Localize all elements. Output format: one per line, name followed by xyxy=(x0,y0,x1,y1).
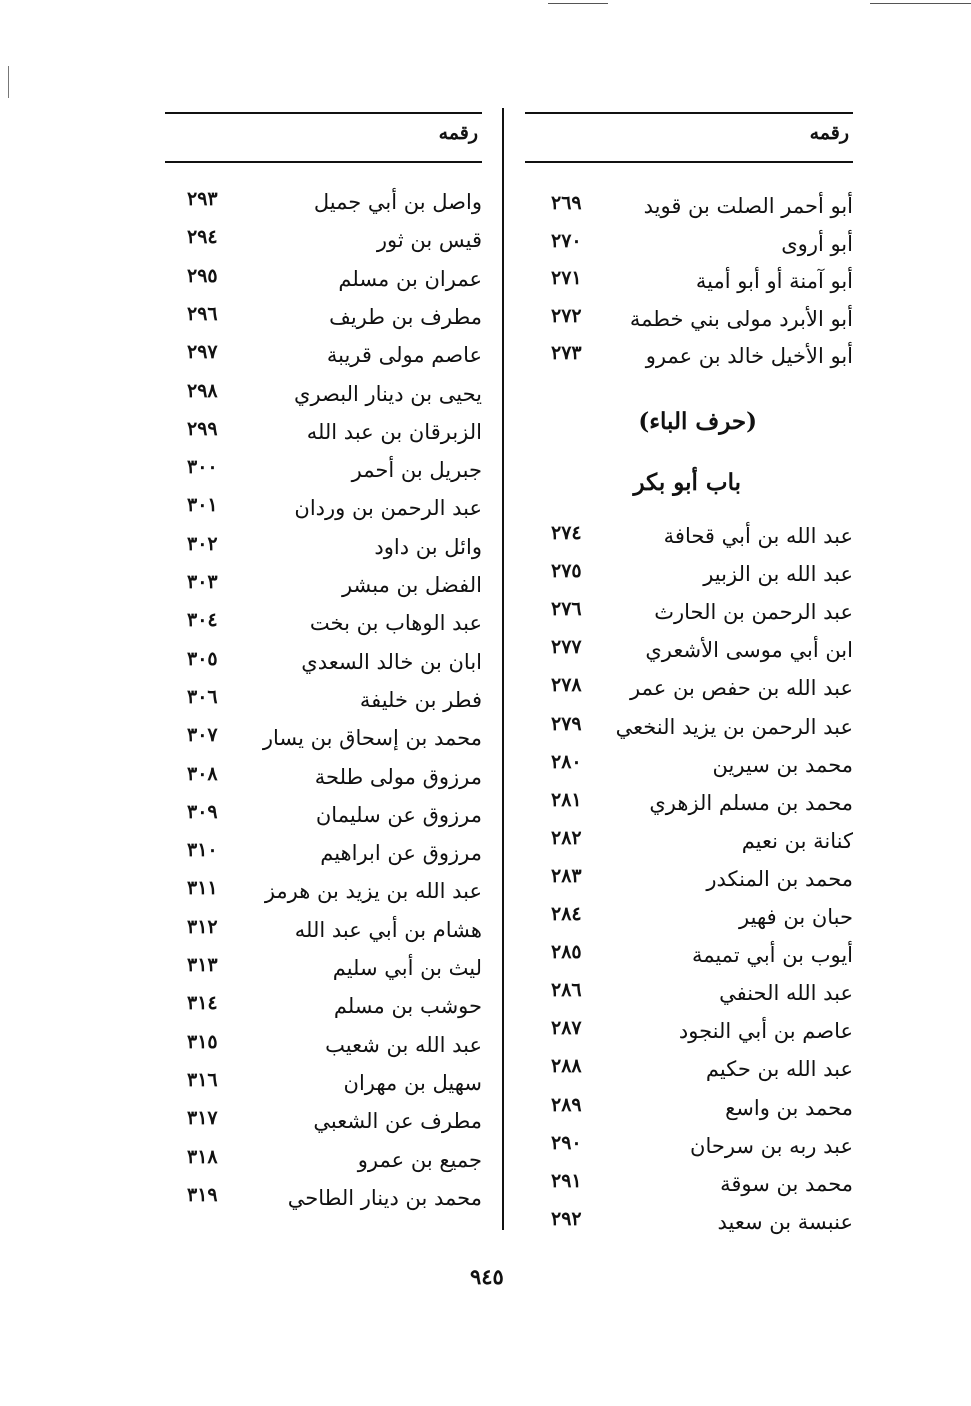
entry-number: ٣٠٠ xyxy=(187,456,218,479)
entry-name: ابن أبي موسى الأشعري xyxy=(645,638,853,663)
index-entry xyxy=(165,1180,482,1216)
entry-number: ٢٧٦ xyxy=(551,598,582,621)
entry-number: ٢٨٤ xyxy=(551,903,582,925)
entry-number: ٣١٣ xyxy=(187,954,218,976)
entry-name: عبد الرحمن بن يزيد النخعي xyxy=(615,714,853,739)
entry-number: ٢٩٦ xyxy=(187,302,218,325)
index-entry xyxy=(165,873,482,909)
index-entry xyxy=(165,950,482,986)
index-entry xyxy=(165,567,482,603)
entry-number: ٣٠٢ xyxy=(187,532,218,555)
entry-name: عبد الله بن أبي قحافة xyxy=(663,524,853,548)
entry-number: ٢٩٢ xyxy=(551,1207,582,1230)
entry-number: ٢٨٩ xyxy=(551,1093,582,1116)
index-entry xyxy=(165,912,482,948)
index-entry xyxy=(165,835,482,871)
index-entry xyxy=(165,1103,482,1139)
entry-number: ٢٩٩ xyxy=(187,417,218,440)
index-entry xyxy=(165,988,482,1024)
index-entry xyxy=(525,1090,853,1126)
entry-number: ٣٠٥ xyxy=(187,647,218,670)
entry-name: محمد بن المنكدر xyxy=(706,866,853,891)
entry-number: ٢٧٣ xyxy=(551,342,582,364)
index-entry xyxy=(165,222,482,258)
entry-name: عبد الله الحنفي xyxy=(719,981,853,1006)
index-entry xyxy=(525,1204,853,1240)
entry-name: كنانة بن نعيم xyxy=(741,828,853,853)
entry-number: ٢٧٤ xyxy=(551,522,582,544)
entry-name: محمد بن سوقة xyxy=(720,1171,853,1196)
index-entry xyxy=(165,797,482,833)
entry-name: محمد بن دينار الطاحي xyxy=(287,1185,482,1210)
entry-number: ٣٠٦ xyxy=(187,685,218,708)
entry-name: عبد الله بن شعيب xyxy=(325,1032,482,1057)
index-entry xyxy=(525,188,853,224)
index-entry xyxy=(525,975,853,1011)
entry-number: ٢٩٧ xyxy=(187,341,218,364)
index-entry xyxy=(165,682,482,718)
entry-number: ٣١٠ xyxy=(187,839,218,862)
index-entry xyxy=(525,226,853,262)
index-entry xyxy=(525,1051,853,1087)
entry-number: ٢٩٥ xyxy=(187,264,218,287)
entry-number: ٣١١ xyxy=(187,877,218,900)
entry-name: عبد الله بن حفص بن عمر xyxy=(630,676,853,701)
entry-number: ٢٨١ xyxy=(551,788,582,811)
entry-number: ٢٨٦ xyxy=(551,979,582,1002)
entry-name: جميع بن عمرو xyxy=(357,1147,482,1172)
entry-number: ٢٧٨ xyxy=(551,674,582,697)
entry-name: محمد بن مسلم الزهري xyxy=(649,790,853,815)
entry-name: أبو آمنة أو أبو أمية xyxy=(695,269,853,293)
entry-number: ٢٧٠ xyxy=(551,229,582,252)
entry-number: ٣١٩ xyxy=(187,1183,218,1206)
entry-name: وائل بن داود xyxy=(374,534,482,559)
entry-number: ٣١٦ xyxy=(187,1068,218,1091)
entry-name: مطرف بن طريف xyxy=(329,304,482,329)
sub-heading: باب أبو بكر xyxy=(633,469,741,496)
entry-number: ٢٩٤ xyxy=(187,226,218,249)
index-entry xyxy=(165,490,482,526)
column-top-rule xyxy=(525,112,853,114)
index-entry xyxy=(165,1065,482,1101)
entry-number: ٢٧٢ xyxy=(551,304,582,327)
index-entry xyxy=(165,720,482,756)
entry-name: حبان بن فهير xyxy=(739,905,853,929)
index-entry xyxy=(525,937,853,973)
entry-number: ٣١٢ xyxy=(187,915,218,938)
index-entry xyxy=(165,414,482,450)
entry-number: ٢٧١ xyxy=(551,267,582,289)
index-entry xyxy=(525,1128,853,1164)
entry-name: جبريل بن أحمر xyxy=(351,458,482,483)
index-entry xyxy=(525,1166,853,1202)
index-entry xyxy=(525,556,853,592)
column-divider xyxy=(502,108,504,1230)
entry-number: ٢٩٣ xyxy=(187,188,218,210)
index-entry xyxy=(525,338,853,374)
entry-number: ٣١٤ xyxy=(187,992,218,1015)
entry-name: عبد الرحمن بن الحارث xyxy=(654,600,853,625)
index-entry xyxy=(525,670,853,706)
entry-name: عبد الله بن يزيد بن هرمز xyxy=(264,879,482,904)
index-entry xyxy=(165,1142,482,1178)
index-entry xyxy=(525,594,853,630)
index-entry xyxy=(525,823,853,859)
entry-name: ليث بن أبي سليم xyxy=(332,956,482,980)
index-entry xyxy=(165,529,482,565)
entry-number: ٢٨٢ xyxy=(551,826,582,849)
entry-name: الزبرقان بن عبد الله xyxy=(306,419,482,444)
entry-name: أبو أحمر الصلت بن قويد xyxy=(643,194,853,218)
entry-name: أبو الأبرد مولى بني خطمة xyxy=(629,306,853,331)
scan-edge-line xyxy=(870,3,971,4)
entry-number: ٣١٧ xyxy=(187,1107,218,1130)
entry-name: عبد الله بن حكيم xyxy=(705,1057,853,1082)
entry-number: ٢٨٧ xyxy=(551,1017,582,1040)
scan-edge-line xyxy=(548,3,608,4)
index-entry xyxy=(525,518,853,554)
entry-name: فطر بن خليفة xyxy=(359,687,482,712)
entry-name: أبو الأخيل خالد بن عمرو xyxy=(645,344,853,368)
index-entry xyxy=(165,759,482,795)
entry-name: عمران بن مسلم xyxy=(338,266,482,291)
entry-name: مرزوق عن ابراهيم xyxy=(320,841,482,866)
column-header-rule xyxy=(165,161,482,163)
entry-name: مرزوق مولى طلحة xyxy=(314,764,482,789)
entry-name: أبو أروى xyxy=(781,231,853,256)
entry-number: ٢٨٣ xyxy=(551,864,582,887)
entry-number: ٢٨٠ xyxy=(551,750,582,773)
entry-name: واصل بن أبي جميل xyxy=(313,190,482,214)
index-entry xyxy=(525,263,853,299)
entry-name: عاصم مولى قريبة xyxy=(326,343,482,368)
entry-number: ٢٨٨ xyxy=(551,1055,582,1078)
entry-name: محمد بن سيرين xyxy=(712,752,853,777)
entry-name: هشام بن أبي عبد الله xyxy=(294,917,482,942)
entry-number: ٣١٥ xyxy=(187,1030,218,1053)
index-entry xyxy=(525,747,853,783)
entry-name: حوشب بن مسلم xyxy=(333,994,482,1019)
entry-number: ٢٧٩ xyxy=(551,712,582,735)
entry-name: قيس بن ثور xyxy=(376,228,482,253)
entry-name: الفضل بن مبشر xyxy=(341,573,482,597)
entry-number: ٣٠٩ xyxy=(187,800,218,823)
index-entry xyxy=(165,337,482,373)
entry-name: عنبسة بن سعيد xyxy=(717,1209,853,1234)
entry-name: عبد الوهاب بن بخت xyxy=(309,611,482,636)
entry-name: عبد الله بن الزبير xyxy=(703,562,853,587)
index-entry xyxy=(165,184,482,220)
column-header: رقمه xyxy=(438,122,478,144)
index-entry xyxy=(525,1013,853,1049)
entry-name: ابان بن خالد السعدي xyxy=(301,649,482,674)
entry-number: ٢٩٠ xyxy=(551,1131,582,1154)
entry-name: عبد الرحمن بن وردان xyxy=(294,496,482,521)
entry-number: ٢٩١ xyxy=(551,1169,582,1192)
entry-name: سهيل بن مهران xyxy=(343,1070,482,1095)
entry-number: ٣١٨ xyxy=(187,1145,218,1168)
entry-number: ٢٧٧ xyxy=(551,636,582,659)
index-entry xyxy=(165,605,482,641)
index-entry xyxy=(525,709,853,745)
column-header: رقمه xyxy=(809,122,849,144)
entry-name: يحيى بن دينار البصري xyxy=(294,381,482,406)
index-entry xyxy=(165,299,482,335)
section-heading: (حرف الباء) xyxy=(638,408,757,435)
index-entry xyxy=(525,301,853,337)
scan-margin-mark xyxy=(8,66,9,98)
entry-name: محمد بن إسحاق بن يسار xyxy=(262,726,482,751)
index-entry xyxy=(525,899,853,935)
column-header-rule xyxy=(525,161,853,163)
entry-number: ٢٧٥ xyxy=(551,560,582,583)
index-entry xyxy=(165,1027,482,1063)
entry-number: ٣٠٣ xyxy=(187,571,218,593)
entry-number: ٣٠٨ xyxy=(187,762,218,785)
page-number: ٩٤٥ xyxy=(470,1264,504,1289)
entry-name: مطرف عن الشعبي xyxy=(313,1109,482,1134)
entry-number: ٣٠٧ xyxy=(187,724,218,747)
index-entry xyxy=(165,376,482,412)
index-entry xyxy=(525,861,853,897)
entry-name: محمد بن واسع xyxy=(725,1095,853,1120)
entry-number: ٢٩٨ xyxy=(187,379,218,402)
index-entry xyxy=(165,644,482,680)
entry-number: ٢٨٥ xyxy=(551,941,582,964)
index-entry xyxy=(525,785,853,821)
index-entry xyxy=(525,632,853,668)
entry-name: عاصم بن أبي النجود xyxy=(678,1019,853,1044)
column-top-rule xyxy=(165,112,482,114)
entry-number: ٢٦٩ xyxy=(551,192,582,214)
entry-number: ٣٠٤ xyxy=(187,609,218,632)
entry-name: عبد ربه بن سرحان xyxy=(690,1133,853,1158)
index-entry xyxy=(165,261,482,297)
entry-name: مرزوق عن سليمان xyxy=(315,802,482,827)
index-entry xyxy=(165,452,482,488)
entry-number: ٣٠١ xyxy=(187,494,218,517)
entry-name: أيوب بن أبي تميمة xyxy=(691,943,853,968)
